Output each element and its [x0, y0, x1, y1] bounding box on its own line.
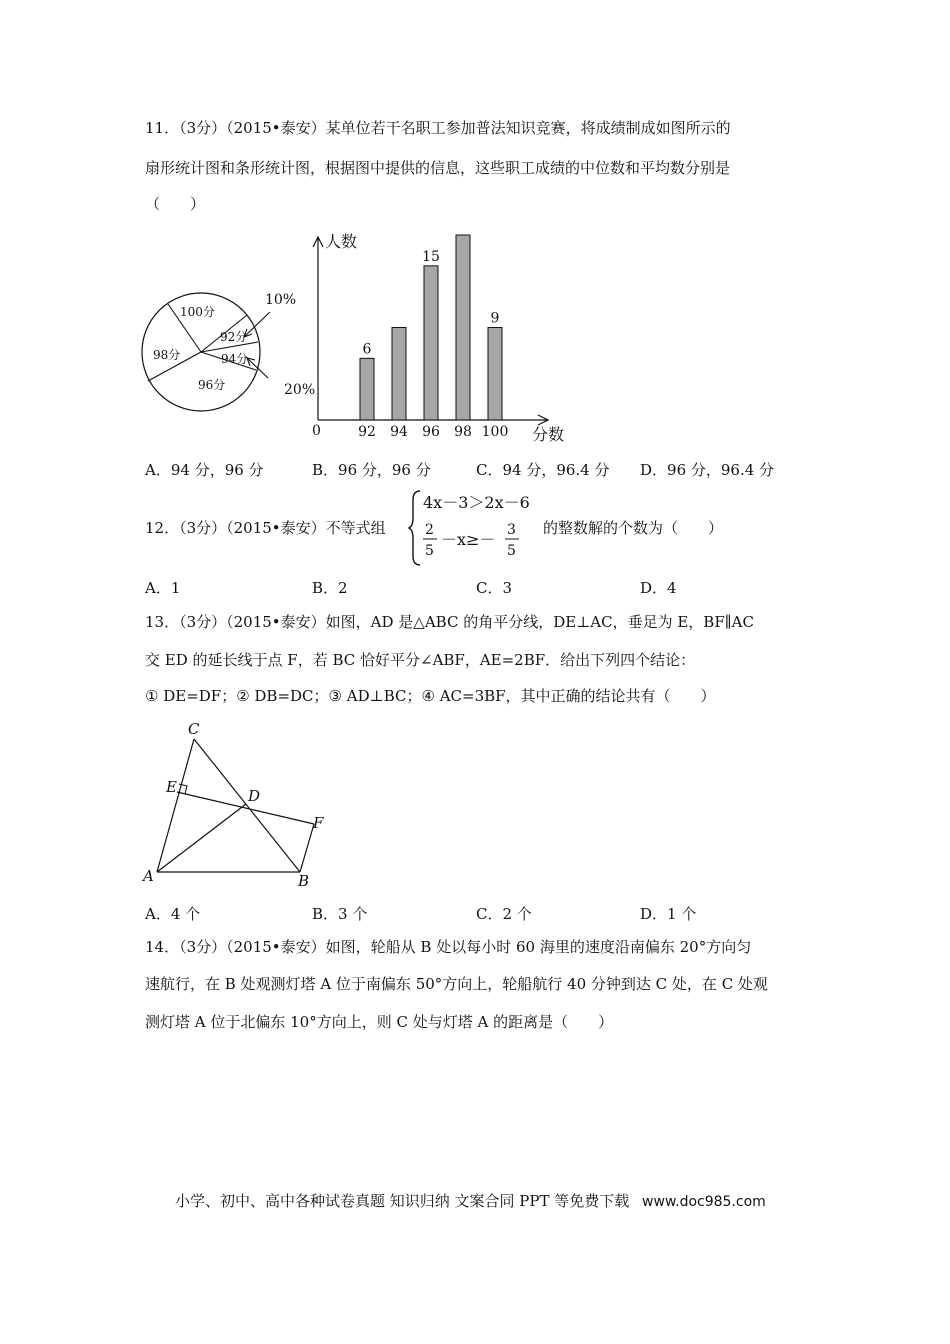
bar-100 [488, 328, 502, 421]
pie-percent-10: 10% [265, 292, 297, 308]
q11-line-3: （ ） [145, 195, 206, 213]
point-e: E [166, 778, 177, 796]
segment-ef [177, 792, 314, 824]
point-d: D [248, 787, 261, 805]
bar-98 [456, 235, 470, 420]
segment-bf [300, 824, 314, 872]
x-tick-98: 98 [454, 424, 472, 440]
brace [409, 491, 420, 565]
side-ac [157, 739, 194, 872]
data-label-92: 6 [362, 341, 372, 358]
q11-line-1: 11．（3分）（2015•泰安）某单位若干名职工参加普法知识竞赛，将成绩制成如图所示的 [145, 119, 731, 137]
pie-percent-20: 20% [284, 382, 316, 398]
ineq2-den-2: 5 [507, 543, 516, 559]
q11-option-d[interactable]: D．96 分，96.4 分 [640, 461, 775, 479]
pie-label-92: 92分 [220, 330, 248, 344]
point-f: F [313, 814, 324, 832]
pie-label-96: 96分 [198, 378, 226, 392]
q11-option-c[interactable]: C．94 分，96.4 分 [476, 461, 610, 479]
ineq2-num-2: 3 [507, 522, 516, 538]
x-axis-title: 分数 [532, 425, 565, 444]
q12-option-d[interactable]: D．4 [640, 579, 677, 597]
pie-label-94: 94分 [221, 352, 249, 366]
q12-option-a[interactable]: A．1 [145, 579, 181, 597]
bar-94 [392, 328, 406, 421]
data-label-100: 9 [490, 310, 500, 327]
q14-line-1: 14．（3分）（2015•泰安）如图，轮船从 B 处以每小时 60 海里的速度沿南偏东 20°方向匀 [145, 938, 752, 956]
point-a: A [143, 867, 154, 885]
y-axis-title: 人数 [325, 232, 358, 251]
origin-label: 0 [312, 423, 321, 439]
x-tick-96: 96 [422, 424, 440, 440]
q11-option-b[interactable]: B．96 分，96 分 [312, 461, 431, 479]
q11-bar-chart [300, 225, 580, 445]
q13-option-a[interactable]: A．4 个 [145, 905, 201, 923]
q11-line-2: 扇形统计图和条形统计图，根据图中提供的信息，这些职工成绩的中位数和平均数分别是 [145, 159, 731, 177]
ineq2-middle: －x≥－ [441, 530, 496, 549]
side-bc [194, 739, 300, 872]
q13-geometry-figure [138, 718, 338, 890]
bar-92 [360, 358, 374, 420]
q11-option-a[interactable]: A．94 分，96 分 [145, 461, 264, 479]
q13-line-1: 13．（3分）（2015•泰安）如图，AD 是△ABC 的角平分线，DE⊥AC，垂足为 E，BF∥AC [145, 613, 754, 631]
point-c: C [188, 720, 200, 738]
pie-label-100: 100分 [180, 305, 215, 319]
footer-text: 小学、初中、高中各种试卷真题 知识归纳 文案合同 PPT 等免费下载 [175, 1192, 630, 1210]
q12-option-c[interactable]: C．3 [476, 579, 513, 597]
ineq2-den-1: 5 [425, 543, 434, 559]
q14-line-3: 测灯塔 A 位于北偏东 10°方向上，则 C 处与灯塔 A 的距离是（ ） [145, 1013, 614, 1031]
q12-prefix: 12．（3分）（2015•泰安）不等式组 [145, 519, 386, 537]
page-footer [175, 1190, 766, 1211]
ineq2-num-1: 2 [425, 522, 434, 538]
q13-line-3: ① DE=DF；② DB=DC；③ AD⊥BC；④ AC=3BF，其中正确的结论共有（ ） [145, 687, 716, 705]
footer-url[interactable]: www.doc985.com [642, 1194, 766, 1210]
q12-suffix: 的整数解的个数为（ ） [543, 519, 724, 537]
point-b: B [298, 872, 310, 890]
x-tick-94: 94 [390, 424, 408, 440]
q12-inequality-system [408, 488, 543, 568]
pie-label-98: 98分 [153, 348, 181, 362]
x-tick-100: 100 [481, 424, 509, 440]
q13-option-d[interactable]: D．1 个 [640, 905, 697, 923]
inequality-1: 4x－3＞2x－6 [423, 493, 530, 512]
q13-line-2: 交 ED 的延长线于点 F，若 BC 恰好平分∠ABF，AE=2BF．给出下列四个结论： [145, 651, 696, 669]
segment-ad [157, 804, 246, 872]
x-tick-92: 92 [358, 424, 376, 440]
q12-option-b[interactable]: B．2 [312, 579, 348, 597]
q13-option-b[interactable]: B．3 个 [312, 905, 368, 923]
bar-96 [424, 266, 438, 420]
data-label-96: 15 [422, 248, 440, 265]
q14-line-2: 速航行，在 B 处观测灯塔 A 位于南偏东 50°方向上，轮船航行 40 分钟到达 C 处，在 C 处观 [145, 975, 768, 993]
q13-option-c[interactable]: C．2 个 [476, 905, 532, 923]
